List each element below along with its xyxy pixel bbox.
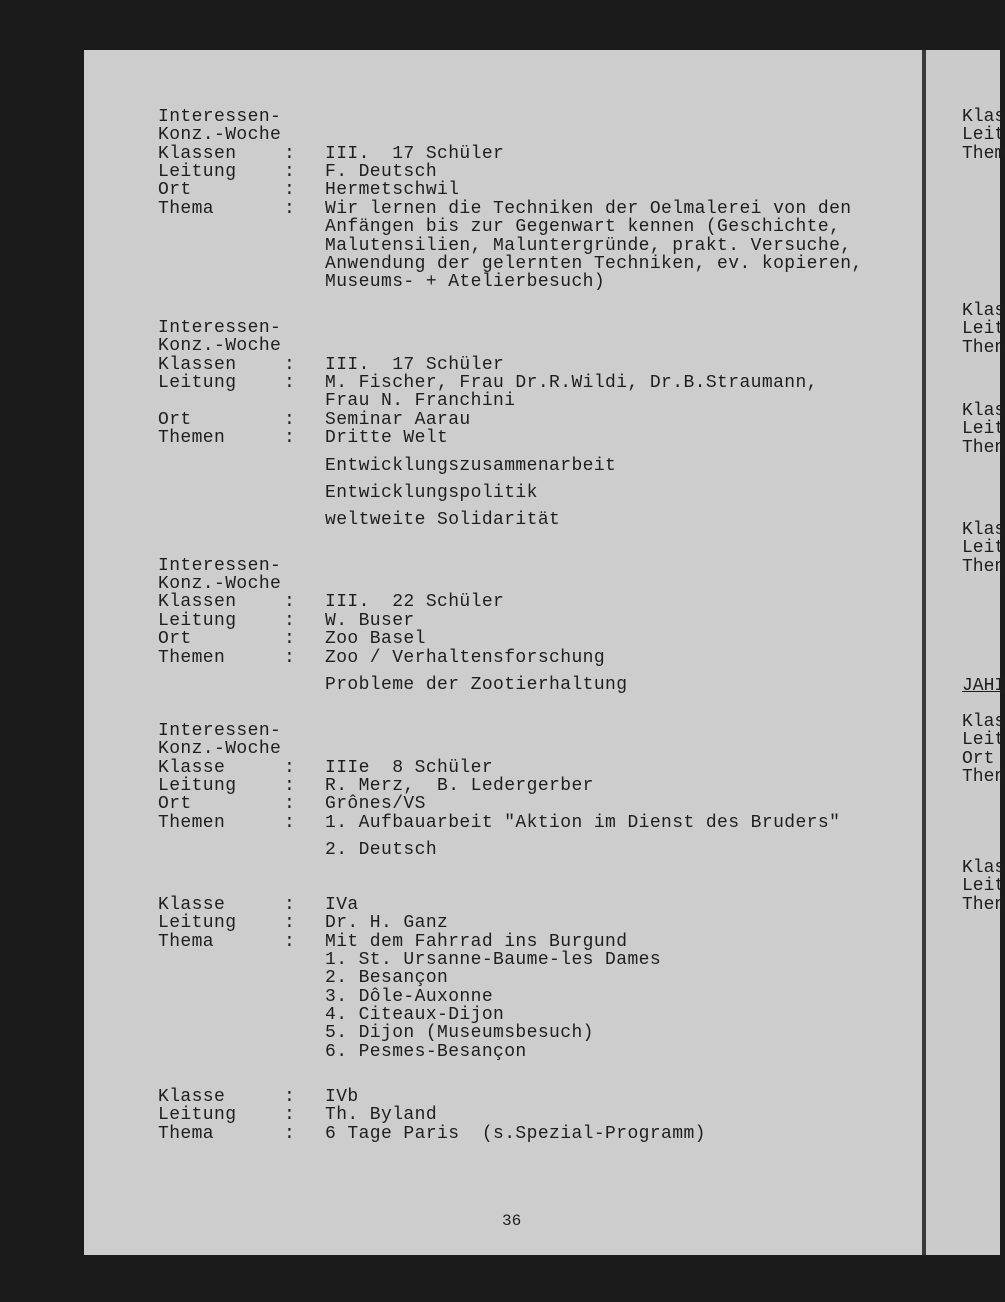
field-colon: :: [284, 410, 296, 430]
field-colon: :: [284, 895, 296, 915]
field-label: Themen: [158, 813, 226, 833]
field-colon: :: [284, 776, 296, 796]
field-value: Entwicklungspolitik: [325, 483, 538, 503]
field-value: 1. Aufbauarbeit "Aktion im Dienst des Bruders": [325, 813, 841, 833]
field-value: IVb: [325, 1087, 359, 1107]
field-value: 2. Deutsch: [325, 840, 438, 860]
field-colon: :: [284, 913, 296, 933]
field-colon: :: [284, 813, 296, 833]
field-value: Zoo Basel: [325, 629, 426, 649]
field-value: M. Fischer, Frau Dr.R.Wildi, Dr.B.Straumann,: [325, 373, 818, 393]
field-colon: :: [284, 373, 296, 393]
field-value: Probleme der Zootierhaltung: [325, 675, 628, 695]
section-heading: Interessen-: [158, 107, 282, 127]
fragment-text: Leit: [962, 538, 1005, 558]
field-colon: :: [284, 648, 296, 668]
fragment-text: Leit: [962, 319, 1005, 339]
field-label: Ort: [158, 794, 192, 814]
fragment-text: Then: [962, 338, 1005, 358]
field-colon: :: [284, 1105, 296, 1125]
field-colon: :: [284, 144, 296, 164]
fragment-text: Then: [962, 438, 1005, 458]
fragment-text: Leit: [962, 876, 1005, 896]
document-page: [84, 50, 922, 1255]
field-value: III. 17 Schüler: [325, 355, 505, 375]
field-value: Anwendung der gelernten Techniken, ev. kopieren,: [325, 254, 863, 274]
fragment-text: Klas: [962, 858, 1005, 878]
field-value: III. 22 Schüler: [325, 592, 505, 612]
field-label: Ort: [158, 180, 192, 200]
list-item: 5. Dijon (Museumsbesuch): [325, 1023, 594, 1043]
field-colon: :: [284, 199, 296, 219]
field-label: Leitung: [158, 373, 237, 393]
field-colon: :: [284, 1087, 296, 1107]
field-value: Frau N. Franchini: [325, 391, 516, 411]
field-value: Wir lernen die Techniken der Oelmalerei von den: [325, 199, 852, 219]
field-label: Themen: [158, 648, 226, 668]
field-label: Themen: [158, 428, 226, 448]
field-colon: :: [284, 932, 296, 952]
field-label: Thema: [158, 199, 215, 219]
field-label: Klassen: [158, 355, 237, 375]
field-colon: :: [284, 180, 296, 200]
field-colon: :: [284, 758, 296, 778]
field-value: Dritte Welt: [325, 428, 449, 448]
list-item: 3. Dôle-Auxonne: [325, 987, 494, 1007]
adjacent-page-fragment: [926, 50, 1005, 1255]
field-label: Leitung: [158, 611, 237, 631]
field-colon: :: [284, 355, 296, 375]
field-label: Leitung: [158, 1105, 237, 1125]
field-colon: :: [284, 428, 296, 448]
fragment-text: Leit: [962, 125, 1005, 145]
fragment-text: Then: [962, 557, 1005, 577]
field-value: R. Merz, B. Ledergerber: [325, 776, 594, 796]
field-label: Leitung: [158, 913, 237, 933]
field-value: Dr. H. Ganz: [325, 913, 449, 933]
field-value: Th. Byland: [325, 1105, 438, 1125]
section-heading: Konz.-Woche: [158, 336, 282, 356]
list-item: 2. Besançon: [325, 968, 449, 988]
field-label: Klassen: [158, 144, 237, 164]
section-heading: Interessen-: [158, 721, 282, 741]
fragment-text: Leit: [962, 730, 1005, 750]
field-value: Seminar Aarau: [325, 410, 471, 430]
field-value: Mit dem Fahrrad ins Burgund: [325, 932, 628, 952]
field-label: Leitung: [158, 776, 237, 796]
field-value: Zoo / Verhaltensforschung: [325, 648, 606, 668]
field-colon: :: [284, 162, 296, 182]
section-heading: Konz.-Woche: [158, 125, 282, 145]
field-value: Hermetschwil: [325, 180, 460, 200]
section-heading: Interessen-: [158, 556, 282, 576]
field-colon: :: [284, 794, 296, 814]
page-number: 36: [502, 1212, 522, 1230]
field-label: Klassen: [158, 592, 237, 612]
fragment-text: Klas: [962, 301, 1005, 321]
list-item: 4. Citeaux-Dijon: [325, 1005, 505, 1025]
list-item: 6. Pesmes-Besançon: [325, 1042, 527, 1062]
fragment-text: Klas: [962, 107, 1005, 127]
field-value: Anfängen bis zur Gegenwart kennen (Geschichte,: [325, 217, 841, 237]
field-value: Grônes/VS: [325, 794, 426, 814]
fragment-text: Klas: [962, 520, 1005, 540]
field-value: 6 Tage Paris (s.Spezial-Programm): [325, 1124, 706, 1144]
field-value: III. 17 Schüler: [325, 144, 505, 164]
fragment-text: JAHI: [962, 676, 1005, 696]
fragment-text: Klas: [962, 401, 1005, 421]
field-value: Entwicklungszusammenarbeit: [325, 456, 617, 476]
field-label: Thema: [158, 1124, 215, 1144]
fragment-text: Then: [962, 895, 1005, 915]
fragment-text: Ort: [962, 749, 995, 769]
field-value: IIIe 8 Schüler: [325, 758, 494, 778]
field-colon: :: [284, 611, 296, 631]
field-label: Ort: [158, 410, 192, 430]
fragment-text: Leit: [962, 419, 1005, 439]
fragment-text: Them: [962, 144, 1005, 164]
field-value: Museums- + Atelierbesuch): [325, 272, 606, 292]
field-colon: :: [284, 592, 296, 612]
field-colon: :: [284, 1124, 296, 1144]
section-heading: Konz.-Woche: [158, 739, 282, 759]
field-label: Klasse: [158, 758, 226, 778]
section-heading: Konz.-Woche: [158, 574, 282, 594]
section-heading: Interessen-: [158, 318, 282, 338]
fragment-text: Klas: [962, 712, 1005, 732]
field-label: Klasse: [158, 895, 226, 915]
field-value: F. Deutsch: [325, 162, 438, 182]
field-label: Leitung: [158, 162, 237, 182]
field-label: Thema: [158, 932, 215, 952]
field-value: IVa: [325, 895, 359, 915]
field-label: Klasse: [158, 1087, 226, 1107]
list-item: 1. St. Ursanne-Baume-les Dames: [325, 950, 662, 970]
field-value: weltweite Solidarität: [325, 510, 561, 530]
fragment-text: Then: [962, 767, 1005, 787]
field-value: W. Buser: [325, 611, 415, 631]
field-label: Ort: [158, 629, 192, 649]
field-value: Malutensilien, Maluntergründe, prakt. Versuche,: [325, 236, 852, 256]
field-colon: :: [284, 629, 296, 649]
